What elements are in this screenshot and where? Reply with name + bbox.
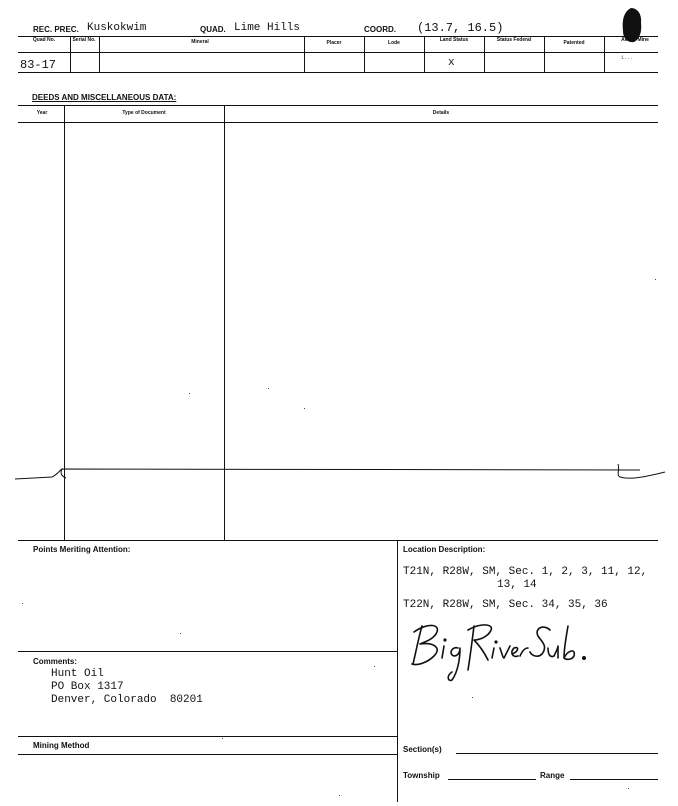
speck	[655, 279, 656, 280]
top-table-border-bottom	[18, 72, 658, 73]
speck	[472, 697, 473, 698]
location-line: T22N, R28W, SM, Sec. 34, 35, 36	[403, 599, 608, 611]
header-row	[33, 22, 653, 36]
range-label: Range	[540, 771, 565, 780]
col-header-serial-no: Serial No.	[72, 37, 96, 43]
active-mine-value: 1...	[621, 55, 634, 61]
coord-label: COORD.	[364, 25, 396, 34]
speck	[222, 738, 223, 739]
speck	[22, 603, 23, 604]
deeds-col-details: Details	[432, 110, 450, 116]
col-header-land-status: Land Status	[439, 37, 469, 43]
comments-line: Hunt Oil	[51, 668, 104, 680]
col-header-patented: Patented	[563, 40, 585, 46]
top-col-sep	[99, 36, 100, 72]
comments-divider	[18, 651, 397, 652]
fold-seam	[0, 460, 678, 490]
township-label: Township	[403, 771, 440, 780]
section-label: Section(s)	[403, 745, 442, 754]
col-header-lode: Lode	[388, 40, 400, 46]
top-col-sep	[70, 36, 71, 72]
location-line: 13, 14	[497, 579, 537, 591]
top-table-header-divider	[18, 52, 658, 53]
mining-method-label: Mining Method	[33, 741, 90, 750]
rec-prec-label: REC. PREC.	[33, 25, 79, 34]
speck	[304, 408, 305, 409]
top-table-border-top	[18, 36, 658, 37]
col-header-active-mine: Active Mine	[621, 37, 649, 43]
deeds-table-top	[18, 105, 658, 106]
speck	[628, 788, 629, 789]
deeds-section-title: DEEDS AND MISCELLANEOUS DATA:	[32, 93, 177, 102]
deeds-col-year: Year	[36, 110, 48, 116]
lower-panel-divider	[397, 540, 398, 802]
top-col-sep	[424, 36, 425, 72]
speck	[180, 633, 181, 634]
land-status-value: x	[448, 57, 455, 69]
handwritten-note	[408, 612, 598, 684]
speck	[189, 393, 190, 394]
comments-line: Denver, Colorado 80201	[51, 694, 203, 706]
top-col-sep	[484, 36, 485, 72]
comments-line: PO Box 1317	[51, 681, 124, 693]
mining-method-divider	[18, 736, 397, 737]
comments-label: Comments:	[33, 657, 78, 666]
range-input-line[interactable]	[570, 779, 658, 780]
rec-prec-value: Kuskokwim	[87, 22, 147, 34]
col-header-mineral: Mineral	[191, 39, 209, 45]
col-header-quad-no: Quad No.	[32, 37, 56, 43]
top-col-sep	[604, 36, 605, 72]
location-description-label: Location Description:	[403, 545, 486, 554]
coord-value: (13.7, 16.5)	[417, 21, 504, 35]
section-input-line[interactable]	[456, 753, 658, 754]
col-header-placer: Placer	[326, 40, 342, 46]
township-input-line[interactable]	[448, 779, 536, 780]
location-line: T21N, R28W, SM, Sec. 1, 2, 3, 11, 12,	[403, 566, 648, 578]
speck	[374, 666, 375, 667]
deeds-table-bottom	[18, 540, 658, 541]
col-header-status-federal: Status Federal	[496, 37, 532, 43]
quad-value: Lime Hills	[234, 22, 301, 34]
deeds-col-type: Type of Document	[122, 110, 166, 116]
points-meriting-attention-label: Points Meriting Attention:	[33, 545, 131, 554]
quad-no-value: 83-17	[20, 58, 57, 72]
deeds-header-divider	[18, 122, 658, 123]
speck	[339, 795, 340, 796]
speck	[268, 388, 269, 389]
mining-method-line	[18, 754, 397, 755]
quad-label: QUAD.	[200, 25, 226, 34]
